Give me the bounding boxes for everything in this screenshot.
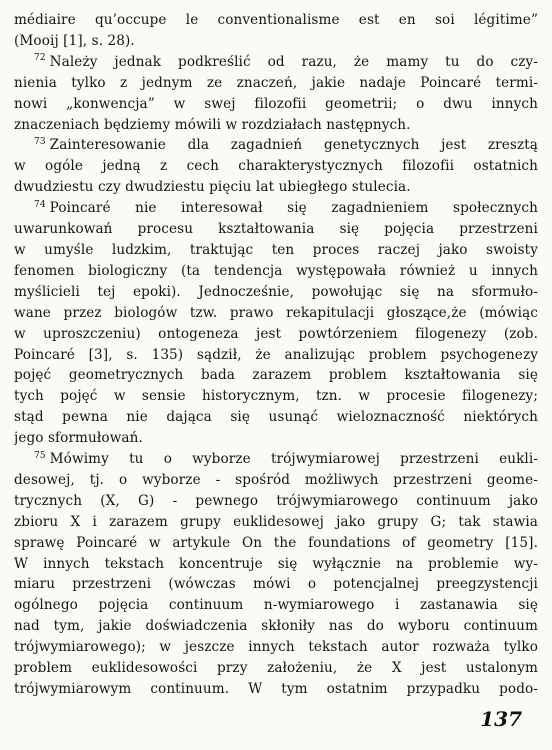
footnote-number: 75 (34, 450, 46, 461)
line-text: nowi „konwencja” w swej filozofii geometrii; o dwu innych (14, 95, 538, 112)
footnote-number: 73 (34, 136, 46, 147)
text-line (14, 240, 538, 261)
text-line (14, 345, 538, 366)
text-line (14, 679, 538, 700)
text-line (14, 554, 538, 575)
text-line (14, 658, 538, 679)
line-text: pojęć geometrycznych bada zarazem problem kształtowania się (14, 367, 538, 384)
text-line (14, 470, 538, 491)
text-line (14, 219, 538, 240)
line-text: w uproszczeniu) ontogeneza jest powtórzeniem filogenezy (zob. (14, 325, 538, 342)
text-line (14, 386, 538, 407)
line-text: dwudziestu czy dwudziestu pięciu lat ubiegłego stulecia. (14, 179, 411, 196)
page-number: 137 (480, 707, 522, 731)
text-line (14, 449, 538, 470)
footnote-number: 72 (34, 53, 46, 64)
line-text: jego sformułowań. (14, 430, 143, 447)
text-line (14, 616, 538, 637)
text-line (14, 428, 538, 449)
line-text: desowej, tj. o wyborze - spośród możliwych przestrzeni geome- (14, 471, 538, 488)
body-text (14, 10, 538, 700)
line-text: trójwymiarowego); w jeszcze innych tekstach autor rozważa tylko (14, 639, 538, 656)
text-line (14, 261, 538, 282)
text-line (14, 31, 538, 52)
line-text: Zainteresowanie dla zagadnień genetycznych jest zresztą (49, 137, 538, 154)
line-text: w ogóle jedną z cech charakterystycznych filozofii ostatnich (14, 158, 538, 175)
line-text: sprawę Poincaré w artykule On the foundations of geometry [15]. (14, 534, 538, 551)
line-text: wane przez biologów tzw. prawo rekapitulacji głoszące,że (mówiąc (14, 304, 538, 321)
line-text: Poincaré [3], s. 135) sądził, że analizując problem psychogenezy (14, 346, 538, 363)
line-text: Mówimy tu o wyborze trójwymiarowej przestrzeni eukli- (49, 451, 538, 468)
line-text: (Mooij [1], s. 28). (14, 32, 135, 49)
line-text: Poincaré nie interesował się zagadnieniem społecznych (49, 200, 538, 217)
line-text: tych pojęć w sensie historycznym, tzn. w procesie filogenezy; (14, 388, 538, 405)
text-line (14, 533, 538, 554)
text-line (14, 637, 538, 658)
line-text: trójwymiarowym continuum. W tym ostatnim przypadku podo- (14, 681, 538, 697)
line-text: stąd pewna nie dająca się usunąć wieloznaczność niektórych (14, 409, 538, 426)
line-text: Należy jednak podkreślić od razu, że mamy tu do czy- (49, 53, 538, 70)
text-line (14, 365, 538, 386)
line-text: uwarunkowań procesu kształtowania się pojęcia przestrzeni (14, 221, 538, 238)
line-text: nienia tylko z jednym ze znaczeń, jakie nadaje Poincaré termi- (14, 74, 538, 91)
text-line (14, 407, 538, 428)
text-line (14, 115, 538, 136)
line-text: zbioru X i zarazem grupy euklidesowej jako grupy G; tak stawia (14, 513, 538, 530)
text-line (14, 491, 538, 512)
text-line (14, 52, 538, 73)
text-line (14, 282, 538, 303)
text-line (14, 73, 538, 94)
line-text: nad tym, jakie doświadczenia skłoniły nas do wyboru continuum (14, 618, 538, 635)
text-line (14, 177, 538, 198)
text-line (14, 324, 538, 345)
line-text: znaczeniach będziemy mówili w rozdziałach następnych. (14, 116, 411, 133)
line-text: W innych tekstach koncentruje się wyłącznie na problemie wy- (14, 555, 538, 572)
text-line (14, 574, 538, 595)
line-text: ogólnego pojęcia continuum n-wymiarowego i zastanawia się (14, 597, 538, 614)
text-line (14, 595, 538, 616)
text-line (14, 94, 538, 115)
line-text: médiaire qu’occupe le conventionalisme est en soi légitime” (14, 12, 538, 28)
line-text: problem euklidesowości przy założeniu, że X jest ustalonym (14, 660, 538, 677)
footnote-number: 74 (34, 199, 46, 210)
text-line (14, 135, 538, 156)
text-line (14, 303, 538, 324)
line-text: w umyśle ludzkim, traktując ten proces raczej jako swoisty (14, 241, 538, 258)
line-text: miaru przestrzeni (wówczas mówi o potencjalnej preegzystencji (14, 576, 538, 593)
line-text: trycznych (X, G) - pewnego trójwymiarowego continuum jako (14, 492, 538, 509)
text-line (14, 10, 538, 31)
text-line (14, 512, 538, 533)
text-line (14, 198, 538, 219)
line-text: myślicieli tej epoki). Jednocześnie, powołując się na sformuło- (14, 283, 538, 300)
text-line (14, 156, 538, 177)
line-text: fenomen biologiczny (ta tendencja występowała również u innych (14, 262, 538, 279)
